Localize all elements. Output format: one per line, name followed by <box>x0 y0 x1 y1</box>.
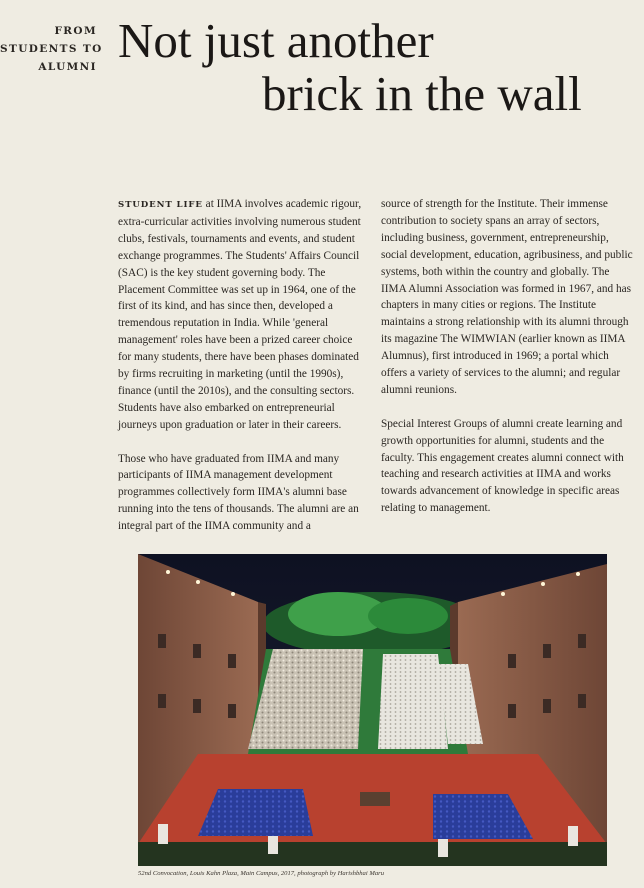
page-title-line-1: Not just another <box>118 13 434 68</box>
left-text-column <box>118 196 368 552</box>
lead-in: STUDENT LIFE <box>118 200 203 210</box>
left-paragraph-1 <box>118 196 368 434</box>
section-label-line-3: ALUMNI <box>38 61 97 73</box>
left-paragraph-1-text: at IIMA involves academic rigour, extra-curricular activities involving numerous student clubs, festivals, tournaments and events, and student exchange programmes. The Students' Affairs Council (SAC) is the key student governing body. The Placement Committee was set up in 1964, one of the first of its kind, and has since then, developed a tremendous reputation in India. While 'general management' roles have been a prized career choice for many students, there have been phases dominated by firms recruiting in marketing (until the 1990s), finance (until the 2010s), and the consulting sectors. Students have also embarked on entrepreneurial journeys upon graduation or later in their careers. <box>118 198 362 431</box>
section-label <box>0 22 103 76</box>
photo-caption: 52nd Convocation, Louis Kahn Plaza, Main Campus, 2017, photograph by Harishbhai Maru <box>138 870 384 877</box>
right-paragraph-1: source of strength for the Institute. Their immense contribution to society spans an array of sectors, including business, government, entrepreneurship, social development, education, agribusiness, and public systems, both within the country and globally. The IIMA Alumni Association was formed in 1967, and has chapters in many cities or regions. The Institute maintains a strong relationship with its alumni through its magazine The WIMWIAN (earlier known as IIMA Alumnus), first introduced in 1969; a portal which offers a variety of services to the alumni; and regular alumni reunions. <box>381 198 633 396</box>
left-paragraph-2: Those who have graduated from IIMA and many participants of IIMA management development programmes collectively form IIMA's alumni base running into the tens of thousands. The alumni are an integral part of the IIMA community and a <box>118 452 359 533</box>
section-label-line-2: STUDENTS TO <box>0 43 103 55</box>
right-paragraph-2: Special Interest Groups of alumni create learning and growth opportunities for alumni, students and the faculty. This engagement creates alumni connect with teaching and research activities at IIMA and works towards advancement of knowledge in specific areas relating to management. <box>381 417 624 515</box>
page-title-line-2: brick in the wall <box>262 66 582 121</box>
section-label-line-1: FROM <box>54 25 97 37</box>
convocation-photo <box>138 554 607 866</box>
right-text-column <box>381 196 633 534</box>
